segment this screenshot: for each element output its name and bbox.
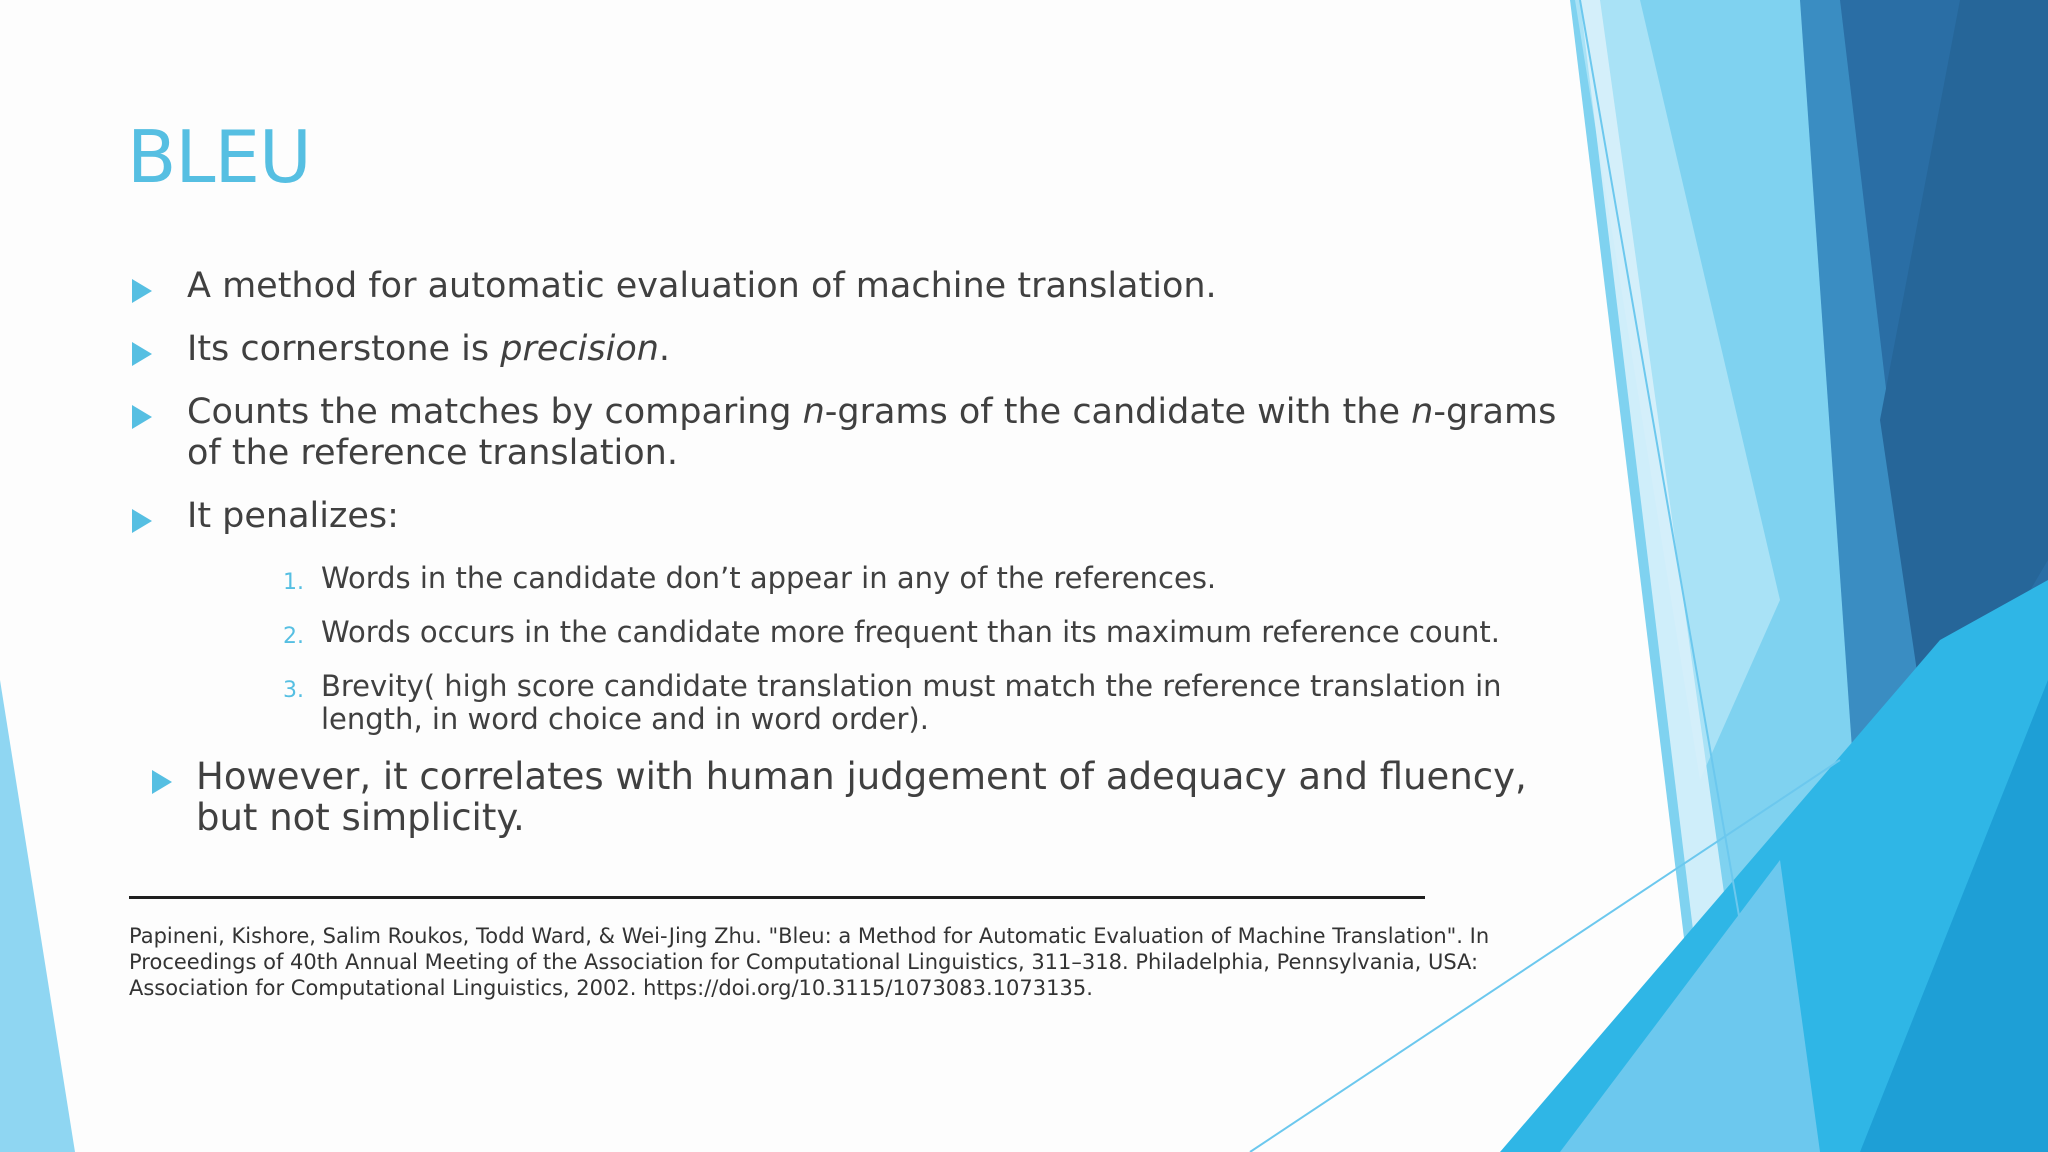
bullet-item xyxy=(127,496,1557,537)
penalty-number: 1. xyxy=(283,570,304,595)
penalty-item xyxy=(283,670,1533,736)
penalty-number: 3. xyxy=(283,678,304,703)
triangle-right-icon xyxy=(132,405,152,429)
penalty-text: Words in the candidate don’t appear in any of the references. xyxy=(321,561,1217,595)
bullet-text: A method for automatic evaluation of machine translation. xyxy=(187,266,1217,306)
emphasis-text: n xyxy=(1411,392,1434,432)
final-bullet xyxy=(148,756,1596,838)
bullet-text: It penalizes: xyxy=(187,496,399,536)
bullet-item xyxy=(127,329,1557,370)
slide-title: BLEU xyxy=(127,115,311,199)
triangle-right-icon xyxy=(132,279,152,303)
final-bullet-text: However, it correlates with human judgement of adequacy and fluency, but not simplicity. xyxy=(196,755,1527,839)
bullet-item xyxy=(127,266,1557,307)
bullet-text: Counts the matches by comparing n-grams of the candidate with the n-grams of the reference translation. xyxy=(187,392,1557,473)
penalty-text: Brevity( high score candidate translation must match the reference translation in length, in word choice and in word order). xyxy=(321,669,1502,736)
bullet-item xyxy=(127,392,1557,474)
penalty-item xyxy=(283,562,1533,595)
penalty-text: Words occurs in the candidate more frequent than its maximum reference count. xyxy=(321,615,1500,649)
triangle-right-icon xyxy=(132,509,152,533)
triangle-right-icon xyxy=(152,770,172,794)
penalty-number: 2. xyxy=(283,624,304,649)
emphasis-text: precision xyxy=(500,329,659,369)
bullet-list xyxy=(127,266,1557,559)
penalties-list xyxy=(283,562,1533,757)
penalty-item xyxy=(283,616,1533,649)
citation-footnote: Papineni, Kishore, Salim Roukos, Todd Ward, & Wei-Jing Zhu. "Bleu: a Method for Automatic Evaluation of Machine Translation". In Proceedings of 40th Annual Meeting of the Association for Computational Linguistics, 311–318. Philadelphia, Pennsylvania, USA: Association for Computational Linguistics, 2002. https://doi.org/10.3115/1073083.1073135. xyxy=(129,924,1490,1000)
footnote-divider xyxy=(129,896,1425,899)
triangle-right-icon xyxy=(132,342,152,366)
bullet-text: Its cornerstone is precision. xyxy=(187,329,671,369)
left-edge-shape xyxy=(0,680,75,1152)
emphasis-text: n xyxy=(802,392,825,432)
